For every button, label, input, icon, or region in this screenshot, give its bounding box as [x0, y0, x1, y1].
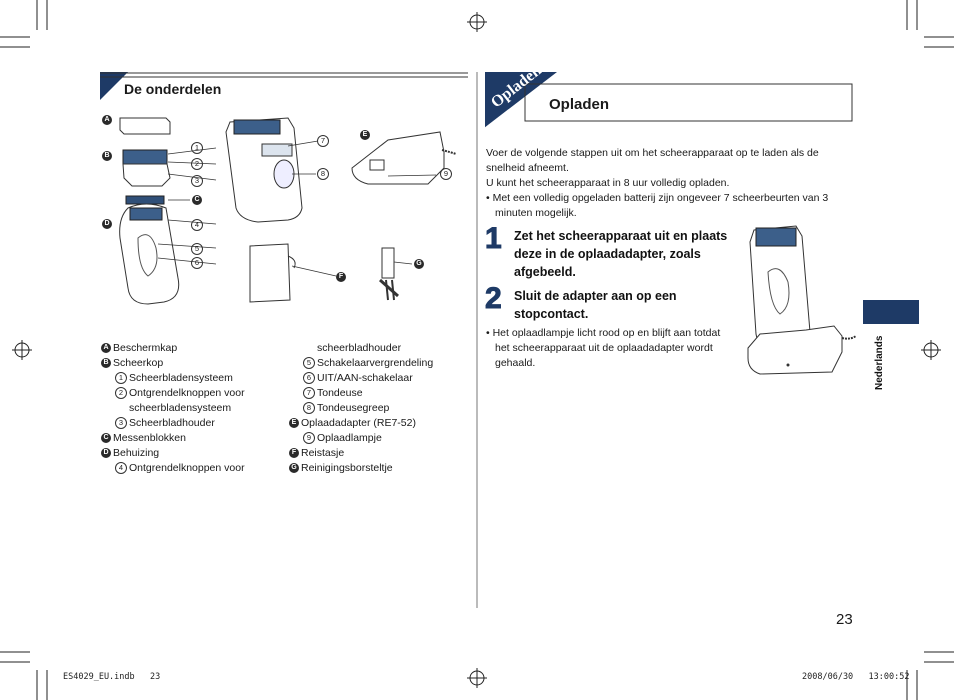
registration-mark-left [12, 340, 32, 360]
footer-date: 2008/06/30 13:00:52 [802, 672, 910, 682]
registration-mark-right [921, 340, 941, 360]
legend-item: A Beschermkap [101, 341, 245, 356]
language-tab [863, 300, 919, 324]
callout-8: 8 [317, 168, 329, 180]
legend-item: 8 Tondeusegreep [289, 401, 433, 416]
callout-2: 2 [191, 158, 203, 170]
legend-item: 2 Ontgrendelknoppen voor [101, 386, 245, 401]
page-number: 23 [836, 611, 853, 628]
legend-item: E Oplaadadapter (RE7-52) [289, 416, 433, 431]
badge-d: D [102, 219, 112, 229]
callout-1: 1 [191, 142, 203, 154]
callout-4: 4 [191, 219, 203, 231]
registration-mark-top [467, 12, 487, 32]
bullet-battery: • Met een volledig opgeladen batterij zijn ongeveer 7 scheerbeurten van 3 minuten mogelijk. [486, 192, 829, 219]
bullet-charge-lamp: • Het oplaadlampje licht rood op en blijft aan totdat het scheerapparaat uit de oplaadadapter wordt gehaald. [486, 327, 721, 369]
badge-f: F [336, 272, 346, 282]
registration-mark-bottom [467, 668, 487, 688]
badge-e: E [360, 130, 370, 140]
legend-item: 4 Ontgrendelknoppen voor [101, 461, 245, 476]
step-1-text: Zet het scheerapparaat uit en plaats deze in de oplaadadapter, zoals afgebeeld. [514, 229, 728, 279]
callout-3: 3 [191, 175, 203, 187]
opladen-title: Opladen [549, 96, 610, 113]
legend-item-continuation: scheerbladensysteem [129, 402, 232, 414]
legend-item: 7 Tondeuse [289, 386, 433, 401]
legend-item: D Behuizing [101, 446, 245, 461]
opladen-corner-tab: Opladen [488, 61, 545, 112]
legend-item: 5 Schakelaarvergrendeling [289, 356, 433, 371]
callout-5: 5 [191, 243, 203, 255]
legend-item: 9 Oplaadlampje [289, 431, 433, 446]
callout-7: 7 [317, 135, 329, 147]
callout-6: 6 [191, 257, 203, 269]
badge-b: B [102, 151, 112, 161]
parts-legend-column-2 [289, 341, 433, 476]
step-2-text: Sluit de adapter aan op een stopcontact. [514, 289, 677, 321]
badge-a: A [102, 115, 112, 125]
step-2-number: 2 [485, 282, 502, 315]
parts-legend-column-1 [101, 341, 245, 476]
legend-item: F Reistasje [289, 446, 433, 461]
opladen-header-decoration [485, 72, 855, 128]
legend-item: B Scheerkop [101, 356, 245, 371]
section-title-parts: De onderdelen [124, 81, 222, 97]
legend-item: 6 UIT/AAN-schakelaar [289, 371, 433, 386]
legend-item: 3 Scheerbladhouder [101, 416, 245, 431]
badge-c: C [192, 195, 202, 205]
language-label: Nederlands [874, 335, 885, 390]
legend-item: G Reinigingsborsteltje [289, 461, 433, 476]
footer-file: ES4029_EU.indb 23 [63, 672, 161, 682]
parts-illustration [98, 108, 468, 308]
opladen-intro: Voer de volgende stappen uit om het scheerapparaat op te laden als de snelheid afneemt. U kunt het scheerapparaat in 8 uur volledig opladen. [486, 147, 819, 189]
badge-g: G [414, 259, 424, 269]
legend-item: 1 Scheerbladensysteem [101, 371, 245, 386]
legend-item-continuation: scheerbladhouder [317, 342, 402, 354]
legend-item: C Messenblokken [101, 431, 245, 446]
step-1-number: 1 [485, 222, 502, 255]
callout-9: 9 [440, 168, 452, 180]
charging-illustration [746, 222, 856, 382]
